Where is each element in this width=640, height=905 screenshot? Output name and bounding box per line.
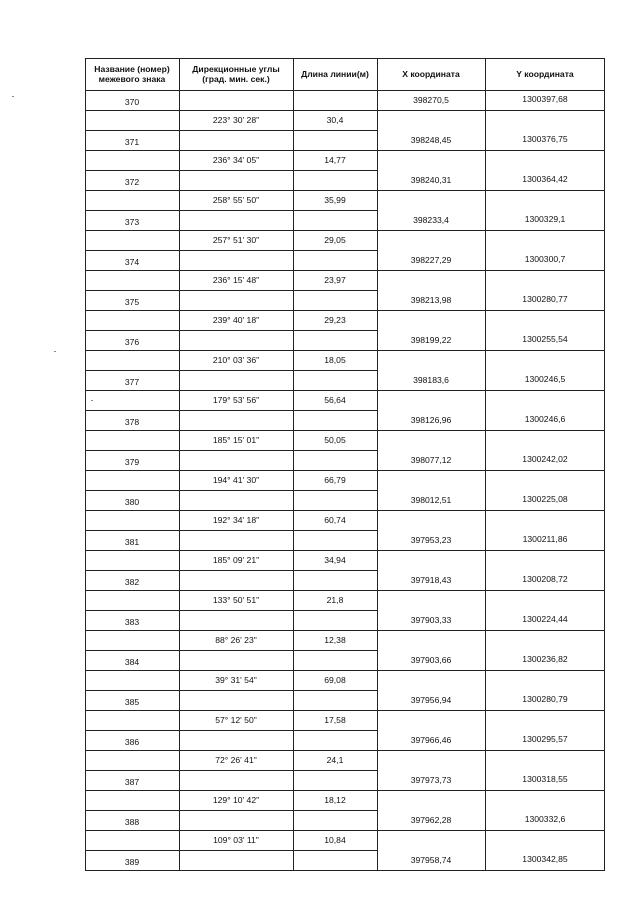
point-row [85, 570, 605, 590]
y-coordinate: 1300397,68 [522, 94, 568, 104]
grid-line [604, 58, 605, 870]
x-coordinate: 398183,6 [413, 375, 449, 385]
grid-line [85, 350, 377, 351]
y-coordinate: 1300280,77 [522, 294, 568, 304]
direction-angle: 185° 09' 21" [212, 555, 260, 565]
direction-angle: 133° 50' 51" [212, 595, 260, 605]
x-coordinate: 397958,74 [410, 855, 452, 865]
point-name: 375 [124, 297, 140, 307]
grid-line [293, 58, 294, 870]
direction-angle: 236° 15' 48" [212, 275, 260, 285]
grid-line [85, 110, 377, 111]
grid-line [85, 570, 377, 571]
grid-line [377, 350, 605, 351]
point-row [85, 250, 605, 270]
line-length: 56,64 [324, 395, 346, 405]
grid-line [85, 290, 377, 291]
x-coordinate: 398270,5 [413, 95, 449, 105]
grid-line [377, 110, 605, 111]
grid-line [377, 470, 605, 471]
line-length: 18,05 [324, 355, 346, 365]
y-coordinate: 1300300,7 [524, 254, 566, 264]
x-coordinate: 397973,73 [410, 775, 452, 785]
grid-line [85, 490, 377, 491]
grid-line [85, 470, 377, 471]
grid-line [85, 270, 377, 271]
point-row [85, 90, 605, 110]
grid-line [85, 770, 377, 771]
grid-line [85, 190, 377, 191]
header-angle-cell [179, 58, 293, 90]
x-coordinate: 397956,94 [410, 695, 452, 705]
point-name: 373 [124, 217, 140, 227]
grid-line [377, 710, 605, 711]
point-name: 380 [124, 497, 140, 507]
grid-line [85, 630, 377, 631]
grid-line [85, 690, 377, 691]
point-name: 383 [124, 617, 140, 627]
point-name: 381 [124, 537, 140, 547]
segment-row [85, 670, 605, 690]
grid-line [377, 550, 605, 551]
y-coordinate: 1300208,72 [522, 574, 568, 584]
grid-line [85, 210, 377, 211]
grid-line [85, 130, 377, 131]
line-length: 17,58 [324, 715, 346, 725]
line-length: 34,94 [324, 555, 346, 565]
grid-line [85, 870, 377, 871]
point-row [85, 410, 605, 430]
segment-row [85, 350, 605, 370]
point-row [85, 130, 605, 150]
grid-line [377, 230, 605, 231]
direction-angle: 258° 55' 50" [212, 195, 260, 205]
x-coordinate: 397918,43 [410, 575, 452, 585]
y-coordinate: 1300225,08 [522, 494, 568, 504]
grid-line [85, 150, 377, 151]
point-row [85, 530, 605, 550]
x-coordinate: 397903,33 [410, 615, 452, 625]
segment-row [85, 390, 605, 410]
segment-row [85, 830, 605, 850]
table-header [85, 58, 605, 90]
direction-angle: 210° 03' 36" [212, 355, 260, 365]
header-name-cell [85, 58, 179, 90]
point-row [85, 170, 605, 190]
header-x-cell [377, 58, 485, 90]
point-name: 379 [124, 457, 140, 467]
x-coordinate: 398077,12 [410, 455, 452, 465]
line-length: 60,74 [324, 515, 346, 525]
segment-row [85, 710, 605, 730]
y-coordinate: 1300295,57 [522, 734, 568, 744]
segment-row [85, 230, 605, 250]
point-row [85, 210, 605, 230]
segment-row [85, 550, 605, 570]
segment-row [85, 510, 605, 530]
header-y-cell [485, 58, 605, 90]
grid-line [85, 370, 377, 371]
grid-line [377, 630, 605, 631]
grid-line [377, 150, 605, 151]
y-coordinate: 1300246,6 [524, 414, 566, 424]
direction-angle: 129° 10' 42" [212, 795, 260, 805]
grid-line [85, 610, 377, 611]
segment-row [85, 310, 605, 330]
grid-line [85, 310, 377, 311]
line-length: 30,4 [326, 115, 344, 125]
y-coordinate: 1300246,5 [524, 374, 566, 384]
point-name: 378 [124, 417, 140, 427]
grid-line [85, 250, 377, 251]
direction-angle: 257° 51' 30" [212, 235, 260, 245]
grid-line [377, 58, 378, 870]
line-length: 29,23 [324, 315, 346, 325]
header-length: Длина линии(м) [301, 69, 369, 79]
grid-line [377, 670, 605, 671]
direction-angle: 239° 40' 18" [212, 315, 260, 325]
grid-line [377, 190, 605, 191]
grid-line [377, 830, 605, 831]
grid-line [85, 590, 377, 591]
grid-line [85, 850, 377, 851]
line-length: 10,84 [324, 835, 346, 845]
point-row [85, 610, 605, 630]
point-name: 372 [124, 177, 140, 187]
direction-angle: 192° 34' 18" [212, 515, 260, 525]
y-coordinate: 1300236,82 [522, 654, 568, 664]
direction-angle: 72° 26' 41" [215, 755, 257, 765]
point-row [85, 370, 605, 390]
segment-row [85, 190, 605, 210]
point-name: 371 [124, 137, 140, 147]
point-row [85, 810, 605, 830]
grid-line [85, 750, 377, 751]
segment-row [85, 430, 605, 450]
grid-line [485, 58, 486, 870]
grid-line [377, 270, 605, 271]
line-length: 69,08 [324, 675, 346, 685]
x-coordinate: 398240,31 [410, 175, 452, 185]
header-name: Название (номер) межевого знака [94, 64, 170, 84]
grid-line [85, 450, 377, 451]
point-name: 384 [124, 657, 140, 667]
direction-angle: 57° 12' 50" [215, 715, 257, 725]
x-coordinate: 397903,66 [410, 655, 452, 665]
grid-line [85, 510, 377, 511]
y-coordinate: 1300376,75 [522, 134, 568, 144]
point-row [85, 490, 605, 510]
direction-angle: 109° 03' 11" [213, 835, 259, 845]
point-row [85, 450, 605, 470]
direction-angle: 194° 41' 30" [212, 475, 260, 485]
grid-line [85, 390, 377, 391]
point-row [85, 290, 605, 310]
grid-line [377, 510, 605, 511]
grid-line [377, 390, 605, 391]
direction-angle: 223° 30' 28" [212, 115, 260, 125]
x-coordinate: 397953,23 [410, 535, 452, 545]
point-name: 387 [124, 777, 140, 787]
grid-line [377, 590, 605, 591]
grid-line [85, 830, 377, 831]
point-name: 386 [124, 737, 140, 747]
grid-line [85, 650, 377, 651]
y-coordinate: 1300329,1 [524, 214, 566, 224]
y-coordinate: 1300342,85 [522, 854, 568, 864]
x-coordinate: 398213,98 [410, 295, 452, 305]
segment-row [85, 150, 605, 170]
y-coordinate: 1300255,54 [522, 334, 568, 344]
line-length: 12,38 [324, 635, 346, 645]
grid-line [377, 750, 605, 751]
point-name: 385 [124, 697, 140, 707]
scan-speck [12, 96, 14, 97]
grid-line [85, 730, 377, 731]
grid-line [85, 58, 86, 870]
point-name: 382 [124, 577, 140, 587]
y-coordinate: 1300318,55 [522, 774, 568, 784]
grid-line [377, 790, 605, 791]
grid-line [85, 230, 377, 231]
line-length: 18,12 [324, 795, 346, 805]
direction-angle: 236° 34' 05" [212, 155, 260, 165]
y-coordinate: 1300211,86 [522, 534, 568, 544]
y-coordinate: 1300280,79 [522, 694, 568, 704]
grid-line [85, 550, 377, 551]
grid-line [85, 58, 605, 59]
header-length-cell [293, 58, 377, 90]
point-row [85, 850, 605, 870]
x-coordinate: 398227,29 [410, 255, 452, 265]
grid-line [85, 90, 605, 91]
point-row [85, 770, 605, 790]
segment-row [85, 110, 605, 130]
header-y: Y координата [516, 69, 574, 79]
x-coordinate: 398126,96 [410, 415, 452, 425]
grid-line [85, 710, 377, 711]
point-name: 374 [124, 257, 140, 267]
segment-row [85, 750, 605, 770]
grid-line [85, 790, 377, 791]
point-row [85, 650, 605, 670]
grid-line [377, 870, 605, 871]
point-name: 388 [124, 817, 140, 827]
y-coordinate: 1300332,6 [524, 814, 566, 824]
line-length: 14,77 [324, 155, 346, 165]
scan-speck [54, 351, 56, 352]
segment-row [85, 590, 605, 610]
line-length: 50,05 [324, 435, 346, 445]
point-name: 389 [124, 857, 140, 867]
y-coordinate: 1300364,42 [522, 174, 568, 184]
direction-angle: 179° 53' 56" [212, 395, 260, 405]
x-coordinate: 397966,46 [410, 735, 452, 745]
segment-row [85, 790, 605, 810]
point-row [85, 330, 605, 350]
grid-line [377, 310, 605, 311]
line-length: 21,8 [326, 595, 344, 605]
header-x: Х координата [402, 69, 460, 79]
segment-row [85, 270, 605, 290]
line-length: 35,99 [324, 195, 346, 205]
line-length: 29,05 [324, 235, 346, 245]
y-coordinate: 1300242,02 [522, 454, 568, 464]
line-length: 24,1 [326, 755, 344, 765]
grid-line [85, 530, 377, 531]
point-name: 370 [124, 97, 140, 107]
x-coordinate: 398248,45 [410, 135, 452, 145]
grid-line [85, 170, 377, 171]
point-name: 376 [124, 337, 140, 347]
point-name: 377 [124, 377, 140, 387]
segment-row [85, 630, 605, 650]
grid-line [85, 330, 377, 331]
line-length: 66,79 [324, 475, 346, 485]
x-coordinate: 398199,22 [410, 335, 452, 345]
grid-line [85, 430, 377, 431]
scan-speck [91, 400, 93, 401]
grid-line [85, 670, 377, 671]
line-length: 23,97 [324, 275, 346, 285]
x-coordinate: 397962,28 [410, 815, 452, 825]
direction-angle: 185° 15' 01" [212, 435, 260, 445]
point-row [85, 690, 605, 710]
segment-row [85, 470, 605, 490]
grid-line [85, 410, 377, 411]
x-coordinate: 398233,4 [413, 215, 449, 225]
y-coordinate: 1300224,44 [522, 614, 568, 624]
direction-angle: 39° 31' 54" [215, 675, 257, 685]
grid-line [85, 810, 377, 811]
direction-angle: 88° 26' 23" [215, 635, 257, 645]
point-row [85, 730, 605, 750]
x-coordinate: 398012,51 [410, 495, 452, 505]
header-angle: Дирекционные углы (град. мин. сек.) [192, 64, 280, 84]
grid-line [377, 430, 605, 431]
grid-line [179, 58, 180, 870]
